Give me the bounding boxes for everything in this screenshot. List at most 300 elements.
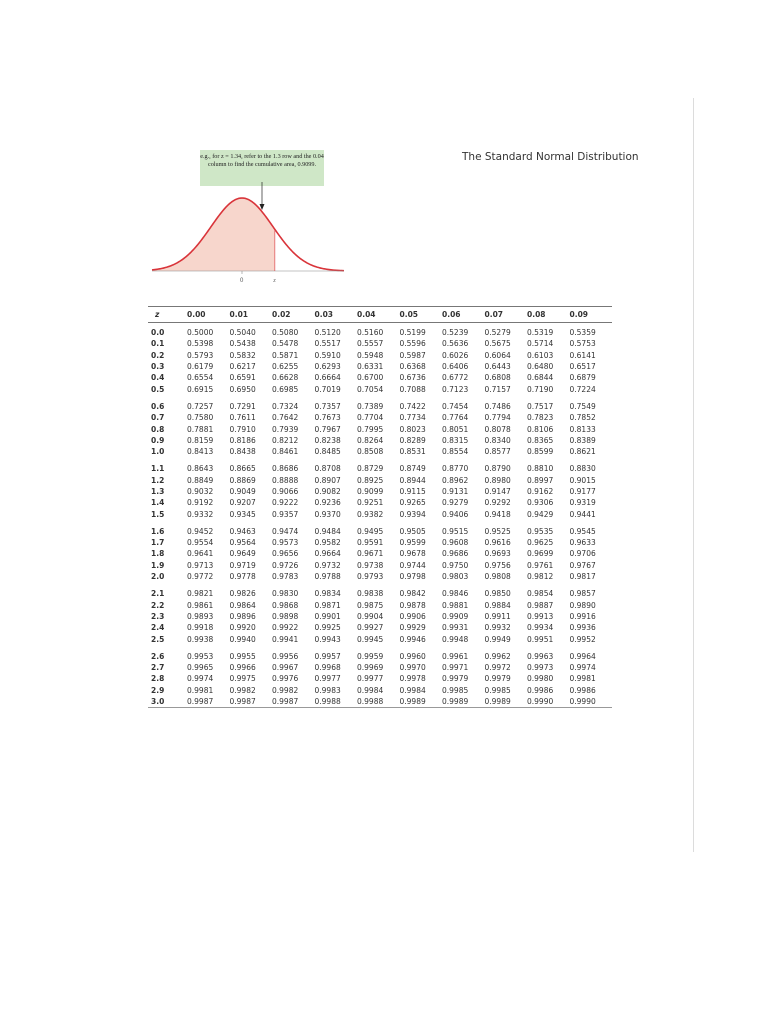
probability-cell: 0.7190 — [527, 384, 554, 394]
probability-cell: 0.9803 — [442, 572, 469, 582]
column-header: 0.00 — [187, 307, 230, 323]
probability-cell: 0.9319 — [569, 498, 596, 508]
probability-cell: 0.9099 — [357, 487, 384, 496]
probability-cell: 0.9945 — [357, 634, 384, 644]
z-value-cell: 0.7 — [151, 413, 165, 423]
probability-cell: 0.6700 — [357, 373, 384, 383]
probability-cell: 0.9726 — [272, 560, 299, 570]
z-value-cell: 0.4 — [151, 373, 165, 383]
probability-cell: 0.8438 — [229, 447, 256, 457]
probability-cell: 0.9962 — [484, 651, 511, 661]
table-row — [148, 588, 612, 599]
table-header-row — [148, 307, 612, 323]
z-value-cell: 2.2 — [151, 600, 165, 610]
probability-cell: 0.6103 — [527, 350, 554, 360]
column-header: 0.09 — [570, 307, 613, 323]
probability-cell: 0.9953 — [187, 651, 214, 661]
probability-cell: 0.9838 — [357, 589, 384, 599]
probability-cell: 0.7549 — [569, 401, 596, 411]
probability-cell: 0.7257 — [187, 401, 214, 411]
probability-cell: 0.7324 — [272, 401, 299, 411]
column-header: 0.03 — [315, 307, 358, 323]
probability-cell: 0.9960 — [399, 651, 426, 661]
column-header: 0.07 — [485, 307, 528, 323]
probability-cell: 0.6772 — [442, 373, 469, 383]
probability-cell: 0.8289 — [399, 435, 426, 445]
probability-cell: 0.9963 — [527, 651, 554, 661]
probability-cell: 0.9981 — [569, 674, 596, 684]
probability-cell: 0.9846 — [442, 589, 469, 599]
probability-cell: 0.9463 — [229, 526, 256, 536]
column-header: 0.02 — [272, 307, 315, 323]
probability-cell: 0.9441 — [569, 509, 596, 519]
probability-cell: 0.9864 — [229, 600, 256, 610]
probability-cell: 0.9115 — [399, 487, 426, 496]
probability-cell: 0.8665 — [229, 464, 256, 474]
probability-cell: 0.6628 — [272, 373, 299, 383]
z-value-cell: 2.3 — [151, 611, 165, 621]
probability-cell: 0.9884 — [484, 600, 511, 610]
probability-cell: 0.8508 — [357, 447, 384, 457]
probability-cell: 0.6808 — [484, 373, 511, 383]
z-value-cell: 1.1 — [151, 464, 165, 474]
probability-cell: 0.8621 — [569, 447, 596, 457]
probability-cell: 0.9495 — [357, 526, 384, 536]
probability-cell: 0.9929 — [399, 623, 426, 633]
probability-cell: 0.9345 — [229, 509, 256, 519]
table-row — [148, 548, 612, 559]
probability-cell: 0.9505 — [399, 526, 426, 536]
probability-cell: 0.7054 — [357, 384, 384, 394]
z-value-cell: 2.9 — [151, 685, 165, 695]
probability-cell: 0.9871 — [314, 600, 341, 610]
probability-cell: 0.6736 — [399, 373, 426, 383]
z-value-cell: 0.6 — [151, 401, 165, 411]
table-row — [148, 401, 612, 412]
probability-cell: 0.9817 — [569, 572, 596, 582]
probability-cell: 0.8962 — [442, 475, 469, 485]
probability-cell: 0.9778 — [229, 572, 256, 582]
probability-cell: 0.9861 — [187, 600, 214, 610]
probability-cell: 0.5199 — [399, 328, 426, 338]
probability-cell: 0.9990 — [527, 696, 570, 708]
probability-cell: 0.6368 — [399, 362, 426, 372]
probability-cell: 0.8907 — [314, 475, 341, 485]
z-value-cell: 0.3 — [151, 362, 165, 372]
probability-cell: 0.9969 — [357, 663, 384, 673]
probability-cell: 0.8389 — [569, 435, 596, 445]
probability-cell: 0.7580 — [187, 413, 214, 423]
probability-cell: 0.9909 — [442, 611, 469, 621]
page-title: The Standard Normal Distribution — [462, 151, 639, 163]
probability-cell: 0.8106 — [527, 424, 554, 434]
z-table — [148, 306, 612, 708]
probability-cell: 0.9948 — [442, 634, 469, 644]
probability-cell: 0.9968 — [314, 663, 341, 673]
z-value-cell: 2.1 — [151, 589, 165, 599]
probability-cell: 0.7823 — [527, 413, 554, 423]
probability-cell: 0.9066 — [272, 487, 299, 496]
probability-cell: 0.9706 — [569, 549, 596, 559]
probability-cell: 0.6064 — [484, 350, 511, 360]
probability-cell: 0.9625 — [527, 538, 554, 548]
probability-cell: 0.6554 — [187, 373, 214, 383]
probability-cell: 0.9616 — [484, 538, 511, 548]
probability-cell: 0.9901 — [314, 611, 341, 621]
example-callout: e.g., for z = 1.34, refer to the 1.3 row and the 0.04 column to find the cumulative area, 0.9099. — [200, 150, 324, 186]
z-value-cell: 0.1 — [151, 339, 165, 349]
probability-cell: 0.9370 — [314, 509, 341, 519]
probability-cell: 0.9671 — [357, 549, 384, 559]
probability-cell: 0.9932 — [484, 623, 511, 633]
probability-cell: 0.9946 — [399, 634, 426, 644]
probability-cell: 0.9147 — [484, 487, 511, 496]
probability-cell: 0.7764 — [442, 413, 469, 423]
z-value-cell: 2.6 — [151, 651, 165, 661]
probability-cell: 0.8980 — [484, 475, 511, 485]
probability-cell: 0.7995 — [357, 424, 384, 434]
probability-cell: 0.9978 — [399, 674, 426, 684]
probability-cell: 0.9641 — [187, 549, 214, 559]
probability-cell: 0.9854 — [527, 589, 554, 599]
z-value-cell: 2.4 — [151, 623, 165, 633]
probability-cell: 0.9826 — [229, 589, 256, 599]
probability-cell: 0.5000 — [187, 328, 214, 338]
probability-cell: 0.7852 — [569, 413, 596, 423]
probability-cell: 0.7291 — [229, 401, 256, 411]
probability-cell: 0.5557 — [357, 339, 384, 349]
table-row — [148, 338, 612, 349]
probability-cell: 0.9974 — [187, 674, 214, 684]
probability-cell: 0.9982 — [272, 685, 299, 695]
probability-cell: 0.9911 — [484, 611, 511, 621]
probability-cell: 0.9949 — [484, 634, 511, 644]
probability-cell: 0.8051 — [442, 424, 469, 434]
table-row — [148, 327, 612, 338]
probability-cell: 0.8599 — [527, 447, 554, 457]
probability-cell: 0.8133 — [569, 424, 596, 434]
probability-cell: 0.5948 — [357, 350, 384, 360]
probability-cell: 0.9961 — [442, 651, 469, 661]
probability-cell: 0.7157 — [484, 384, 511, 394]
probability-cell: 0.9664 — [314, 549, 341, 559]
table-row — [148, 600, 612, 611]
probability-cell: 0.8770 — [442, 464, 469, 474]
probability-cell: 0.9738 — [357, 560, 384, 570]
probability-cell: 0.9599 — [399, 538, 426, 548]
probability-cell: 0.9984 — [357, 685, 384, 695]
probability-cell: 0.9162 — [527, 487, 554, 496]
probability-cell: 0.8554 — [442, 447, 469, 457]
probability-cell: 0.9887 — [527, 600, 554, 610]
probability-cell: 0.9959 — [357, 651, 384, 661]
probability-cell: 0.9429 — [527, 509, 554, 519]
probability-cell: 0.9987 — [272, 696, 315, 708]
table-row — [148, 383, 612, 394]
probability-cell: 0.9798 — [399, 572, 426, 582]
probability-cell: 0.9842 — [399, 589, 426, 599]
probability-cell: 0.5239 — [442, 328, 469, 338]
probability-cell: 0.5040 — [229, 328, 256, 338]
probability-cell: 0.6985 — [272, 384, 299, 394]
z-value-cell: 1.0 — [151, 447, 165, 457]
probability-cell: 0.7734 — [399, 413, 426, 423]
probability-cell: 0.9713 — [187, 560, 214, 570]
probability-cell: 0.5987 — [399, 350, 426, 360]
probability-cell: 0.6255 — [272, 362, 299, 372]
probability-cell: 0.9986 — [527, 685, 554, 695]
table-row — [148, 673, 612, 684]
probability-cell: 0.9761 — [527, 560, 554, 570]
probability-cell: 0.8643 — [187, 464, 214, 474]
z-value-cell: 0.0 — [151, 328, 165, 338]
z-value-cell: 3.0 — [148, 696, 187, 708]
probability-cell: 0.9649 — [229, 549, 256, 559]
probability-cell: 0.9554 — [187, 538, 214, 548]
probability-cell: 0.9955 — [229, 651, 256, 661]
probability-cell: 0.9966 — [229, 663, 256, 673]
probability-cell: 0.8686 — [272, 464, 299, 474]
probability-cell: 0.6179 — [187, 362, 214, 372]
probability-cell: 0.8997 — [527, 475, 554, 485]
z-value-cell: 0.9 — [151, 435, 165, 445]
probability-cell: 0.9332 — [187, 509, 214, 519]
probability-cell: 0.9788 — [314, 572, 341, 582]
table-row — [148, 463, 612, 474]
probability-cell: 0.8729 — [357, 464, 384, 474]
z-value-cell: 1.8 — [151, 549, 165, 559]
table-row — [148, 696, 612, 708]
probability-cell: 0.7611 — [229, 413, 256, 423]
probability-cell: 0.9934 — [527, 623, 554, 633]
probability-cell: 0.9382 — [357, 509, 384, 519]
probability-cell: 0.9927 — [357, 623, 384, 633]
probability-cell: 0.9830 — [272, 589, 299, 599]
probability-cell: 0.8365 — [527, 435, 554, 445]
probability-cell: 0.8159 — [187, 435, 214, 445]
z-value-cell: 2.7 — [151, 663, 165, 673]
probability-cell: 0.5793 — [187, 350, 214, 360]
probability-cell: 0.5160 — [357, 328, 384, 338]
probability-cell: 0.9418 — [484, 509, 511, 519]
probability-cell: 0.9633 — [569, 538, 596, 548]
probability-cell: 0.9986 — [569, 685, 596, 695]
probability-cell: 0.9207 — [229, 498, 256, 508]
probability-cell: 0.9686 — [442, 549, 469, 559]
probability-cell: 0.9265 — [399, 498, 426, 508]
probability-cell: 0.8315 — [442, 435, 469, 445]
probability-cell: 0.9913 — [527, 611, 554, 621]
table-row — [148, 361, 612, 372]
probability-cell: 0.9988 — [315, 696, 358, 708]
probability-cell: 0.6026 — [442, 350, 469, 360]
probability-cell: 0.9719 — [229, 560, 256, 570]
probability-cell: 0.9767 — [569, 560, 596, 570]
probability-cell: 0.7794 — [484, 413, 511, 423]
probability-cell: 0.9881 — [442, 600, 469, 610]
probability-cell: 0.9177 — [569, 487, 596, 496]
table-row — [148, 435, 612, 446]
probability-cell: 0.8264 — [357, 435, 384, 445]
probability-cell: 0.9192 — [187, 498, 214, 508]
probability-cell: 0.8413 — [187, 447, 214, 457]
probability-cell: 0.9032 — [187, 487, 214, 496]
probability-cell: 0.9972 — [484, 663, 511, 673]
probability-cell: 0.5910 — [314, 350, 341, 360]
probability-cell: 0.9981 — [187, 685, 214, 695]
probability-cell: 0.9515 — [442, 526, 469, 536]
probability-cell: 0.9971 — [442, 663, 469, 673]
probability-cell: 0.9656 — [272, 549, 299, 559]
probability-cell: 0.9850 — [484, 589, 511, 599]
probability-cell: 0.9131 — [442, 487, 469, 496]
table-row — [148, 508, 612, 519]
probability-cell: 0.9868 — [272, 600, 299, 610]
probability-cell: 0.7486 — [484, 401, 511, 411]
probability-cell: 0.5596 — [399, 339, 426, 349]
cumulative-area-shading — [152, 198, 275, 271]
probability-cell: 0.8749 — [399, 464, 426, 474]
probability-cell: 0.8830 — [569, 464, 596, 474]
probability-cell: 0.8461 — [272, 447, 299, 457]
probability-cell: 0.8708 — [314, 464, 341, 474]
z-value-cell: 2.5 — [151, 634, 165, 644]
z-value-cell: 1.4 — [151, 498, 165, 508]
probability-cell: 0.8790 — [484, 464, 511, 474]
probability-cell: 0.8944 — [399, 475, 426, 485]
probability-cell: 0.7454 — [442, 401, 469, 411]
probability-cell: 0.7704 — [357, 413, 384, 423]
probability-cell: 0.5753 — [569, 339, 596, 349]
probability-cell: 0.9975 — [229, 674, 256, 684]
probability-cell: 0.9236 — [314, 498, 341, 508]
probability-cell: 0.9545 — [569, 526, 596, 536]
probability-cell: 0.9987 — [187, 696, 230, 708]
probability-cell: 0.9989 — [485, 696, 528, 708]
probability-cell: 0.5279 — [484, 328, 511, 338]
probability-cell: 0.9357 — [272, 509, 299, 519]
probability-cell: 0.9964 — [569, 651, 596, 661]
probability-cell: 0.9015 — [569, 475, 596, 485]
probability-cell: 0.9783 — [272, 572, 299, 582]
probability-cell: 0.9292 — [484, 498, 511, 508]
label-z: z — [273, 278, 276, 284]
probability-cell: 0.7673 — [314, 413, 341, 423]
probability-cell: 0.5478 — [272, 339, 299, 349]
probability-cell: 0.8186 — [229, 435, 256, 445]
probability-cell: 0.5359 — [569, 328, 596, 338]
z-value-cell: 2.0 — [151, 572, 165, 582]
probability-cell: 0.8485 — [314, 447, 341, 457]
column-header: 0.08 — [527, 307, 570, 323]
probability-cell: 0.6844 — [527, 373, 554, 383]
probability-cell: 0.9279 — [442, 498, 469, 508]
probability-cell: 0.5832 — [229, 350, 256, 360]
probability-cell: 0.9983 — [314, 685, 341, 695]
probability-cell: 0.5636 — [442, 339, 469, 349]
probability-cell: 0.9988 — [357, 696, 400, 708]
probability-cell: 0.5714 — [527, 339, 554, 349]
probability-cell: 0.9222 — [272, 498, 299, 508]
probability-cell: 0.7019 — [314, 384, 341, 394]
probability-cell: 0.5398 — [187, 339, 214, 349]
table-row — [148, 412, 612, 423]
probability-cell: 0.9793 — [357, 572, 384, 582]
probability-cell: 0.9931 — [442, 623, 469, 633]
probability-cell: 0.9985 — [484, 685, 511, 695]
probability-cell: 0.9582 — [314, 538, 341, 548]
probability-cell: 0.8888 — [272, 475, 299, 485]
probability-cell: 0.9951 — [527, 634, 554, 644]
z-value-cell: 1.3 — [151, 487, 165, 496]
label-zero: 0 — [240, 278, 244, 284]
probability-cell: 0.6217 — [229, 362, 256, 372]
probability-cell: 0.9834 — [314, 589, 341, 599]
table-row — [148, 537, 612, 548]
probability-cell: 0.9406 — [442, 509, 469, 519]
probability-cell: 0.9977 — [357, 674, 384, 684]
probability-cell: 0.9890 — [569, 600, 596, 610]
table-row — [148, 526, 612, 537]
table-row — [148, 497, 612, 508]
probability-cell: 0.9306 — [527, 498, 554, 508]
z-value-cell: 1.9 — [151, 560, 165, 570]
z-value-cell: 0.2 — [151, 350, 165, 360]
probability-cell: 0.7224 — [569, 384, 596, 394]
probability-cell: 0.9977 — [314, 674, 341, 684]
probability-cell: 0.9525 — [484, 526, 511, 536]
probability-cell: 0.9693 — [484, 549, 511, 559]
z-value-cell: 1.2 — [151, 475, 165, 485]
probability-cell: 0.9564 — [229, 538, 256, 548]
probability-cell: 0.6879 — [569, 373, 596, 383]
probability-cell: 0.9916 — [569, 611, 596, 621]
table-row — [148, 611, 612, 622]
probability-cell: 0.9893 — [187, 611, 214, 621]
table-row — [148, 622, 612, 633]
probability-cell: 0.8212 — [272, 435, 299, 445]
probability-cell: 0.9251 — [357, 498, 384, 508]
probability-cell: 0.9591 — [357, 538, 384, 548]
table-row — [148, 571, 612, 582]
probability-cell: 0.8238 — [314, 435, 341, 445]
probability-cell: 0.9940 — [229, 634, 256, 644]
probability-cell: 0.5871 — [272, 350, 299, 360]
probability-cell: 0.9922 — [272, 623, 299, 633]
probability-cell: 0.6591 — [229, 373, 256, 383]
probability-cell: 0.9979 — [484, 674, 511, 684]
probability-cell: 0.9678 — [399, 549, 426, 559]
probability-cell: 0.9906 — [399, 611, 426, 621]
probability-cell: 0.9573 — [272, 538, 299, 548]
probability-cell: 0.9875 — [357, 600, 384, 610]
probability-cell: 0.5517 — [314, 339, 341, 349]
probability-cell: 0.8849 — [187, 475, 214, 485]
probability-cell: 0.5438 — [229, 339, 256, 349]
probability-cell: 0.9936 — [569, 623, 596, 633]
probability-cell: 0.5120 — [314, 328, 341, 338]
probability-cell: 0.7517 — [527, 401, 554, 411]
probability-cell: 0.5080 — [272, 328, 299, 338]
table-row — [148, 475, 612, 486]
probability-cell: 0.9699 — [527, 549, 554, 559]
probability-cell: 0.9974 — [569, 663, 596, 673]
probability-cell: 0.9049 — [229, 487, 256, 496]
probability-cell: 0.9857 — [569, 589, 596, 599]
normal-curve-figure — [148, 180, 348, 290]
probability-cell: 0.9484 — [314, 526, 341, 536]
z-value-cell: 0.8 — [151, 424, 165, 434]
